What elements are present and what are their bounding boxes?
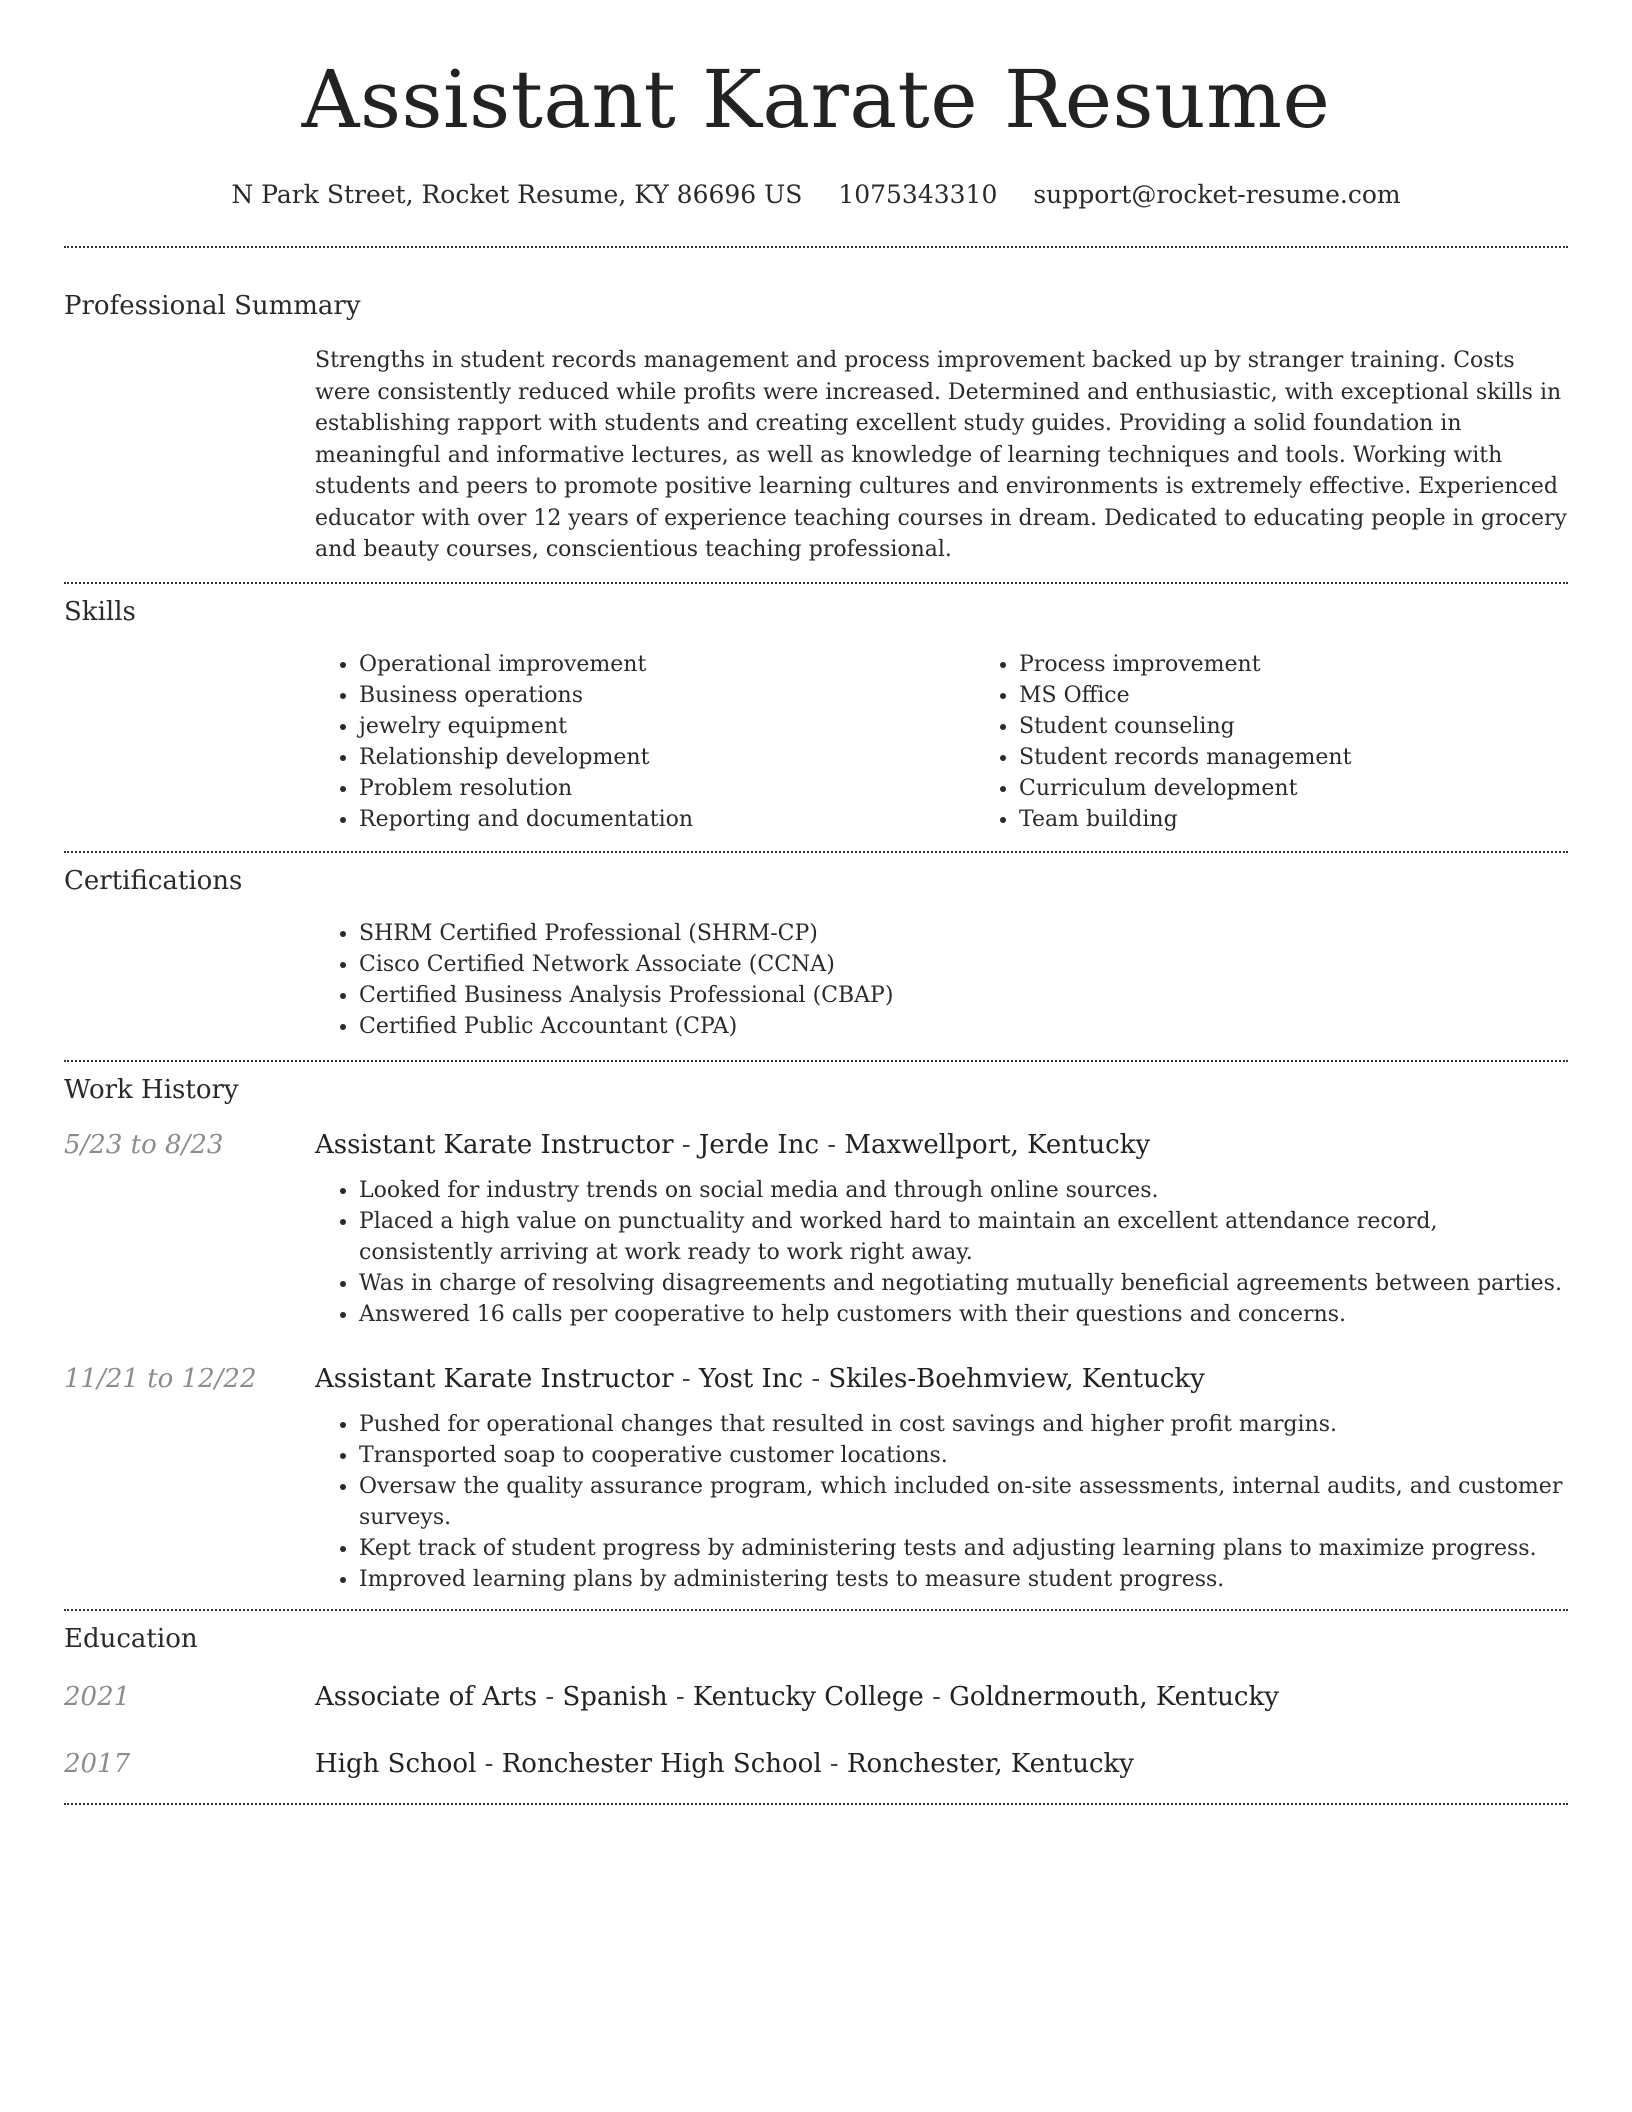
- skill-item: • Reporting and documentation: [359, 804, 975, 835]
- skill-item: • Relationship development: [359, 742, 975, 773]
- education-location: Ronchester, Kentucky: [846, 1748, 1134, 1779]
- job-dates: 11/21 to 12/22: [64, 1363, 257, 1394]
- skill-item: • Process improvement: [1019, 649, 1632, 680]
- skill-item: • Problem resolution: [359, 773, 975, 804]
- job-bullet: • Placed a high value on punctuality and worked hard to maintain an excellent attendance record, consistently arriving at work ready to work right away.: [359, 1206, 1568, 1268]
- section-divider: [64, 851, 1568, 853]
- skill-item: • Business operations: [359, 680, 975, 711]
- education-degree: Associate of Arts: [315, 1681, 538, 1712]
- job-bullet: • Looked for industry trends on social media and through online sources.: [359, 1175, 1568, 1206]
- section-divider: [64, 1060, 1568, 1062]
- contact-address: N Park Street, Rocket Resume, KY 86696 US: [231, 180, 803, 209]
- education-section: [64, 1622, 1568, 1781]
- education-entry: [64, 1680, 1568, 1714]
- job-bullets: [315, 1409, 1568, 1595]
- job-title: Assistant Karate Instructor: [315, 1363, 674, 1394]
- job-dates: 5/23 to 8/23: [64, 1129, 224, 1160]
- job-bullet: • Answered 16 calls per cooperative to help customers with their questions and concerns.: [359, 1299, 1568, 1330]
- education-heading: High School - Ronchester High School - Ronchester, Kentucky: [315, 1748, 1134, 1779]
- certification-item: • Cisco Certified Network Associate (CCNA): [359, 949, 1568, 980]
- resume-title: Assistant Karate Resume: [301, 53, 1331, 146]
- education-school: Ronchester High School: [501, 1748, 822, 1779]
- section-heading-education: Education: [64, 1623, 198, 1654]
- skill-item: • Team building: [1019, 804, 1632, 835]
- job-heading: Assistant Karate Instructor - Yost Inc - Skiles-Boehmview, Kentucky: [315, 1363, 1205, 1394]
- job-bullets: [315, 1175, 1568, 1330]
- education-year: 2017: [64, 1748, 131, 1779]
- section-heading-work-history: Work History: [64, 1074, 239, 1105]
- job-location: Maxwellport, Kentucky: [844, 1129, 1151, 1160]
- job-bullet: • Transported soap to cooperative customer locations.: [359, 1440, 1568, 1471]
- summary-section: [64, 289, 1568, 566]
- education-field: Spanish: [562, 1681, 668, 1712]
- section-divider: [64, 582, 1568, 584]
- job-company: Yost Inc: [698, 1363, 804, 1394]
- education-year: 2021: [64, 1681, 131, 1712]
- skill-item: • jewelry equipment: [359, 711, 975, 742]
- job-bullet: • Oversaw the quality assurance program, which included on-site assessments, internal audits, and customer surveys.: [359, 1471, 1568, 1533]
- certification-item: • Certified Public Accountant (CPA): [359, 1011, 1568, 1042]
- education-school: Kentucky College: [692, 1681, 924, 1712]
- section-heading-summary: Professional Summary: [64, 291, 361, 321]
- education-entry: [64, 1747, 1568, 1781]
- certifications-list: [315, 918, 1568, 1042]
- skills-list-right: [975, 649, 1632, 835]
- job-location: Skiles-Boehmview, Kentucky: [828, 1363, 1205, 1394]
- skills-section: [64, 595, 1568, 835]
- job-title: Assistant Karate Instructor: [315, 1129, 674, 1160]
- contact-phone: 1075343310: [838, 180, 998, 209]
- education-heading: Associate of Arts - Spanish - Kentucky College - Goldnermouth, Kentucky: [315, 1681, 1279, 1712]
- section-divider: [64, 1609, 1568, 1611]
- job-bullet: • Pushed for operational changes that resulted in cost savings and higher profit margins.: [359, 1409, 1568, 1440]
- skill-item: • Student counseling: [1019, 711, 1632, 742]
- work-history-section: [64, 1073, 1568, 1595]
- contact-email: support@rocket-resume.com: [1033, 180, 1401, 209]
- certification-item: • Certified Business Analysis Professional (CBAP): [359, 980, 1568, 1011]
- job-company: Jerde Inc: [698, 1129, 820, 1160]
- contact-line: [64, 178, 1568, 212]
- skill-item: • Curriculum development: [1019, 773, 1632, 804]
- education-location: Goldnermouth, Kentucky: [949, 1681, 1279, 1712]
- certifications-section: [64, 864, 1568, 1042]
- job-bullet: • Improved learning plans by administering tests to measure student progress.: [359, 1564, 1568, 1595]
- section-heading-certifications: Certifications: [64, 865, 243, 896]
- job-entry: [64, 1362, 1568, 1595]
- skill-item: • Operational improvement: [359, 649, 975, 680]
- summary-text: Strengths in student records management and process improvement backed up by stranger training. Costs were consistently reduced while profits were increased. Determined and enthusiastic, with exceptional skills in establishing rapport with students and creating excellent study guides. Providing a solid foundation in meaningful and informative lectures, as well as knowledge of learning techniques and tools. Working with students and peers to promote positive learning cultures and environments is extremely effective. Experienced educator with over 12 years of experience teaching courses in dream. Dedicated to educating people in grocery and beauty courses, conscientious teaching professional.: [315, 348, 1567, 562]
- section-heading-skills: Skills: [64, 596, 136, 627]
- job-heading: Assistant Karate Instructor - Jerde Inc - Maxwellport, Kentucky: [315, 1129, 1151, 1160]
- skill-item: • MS Office: [1019, 680, 1632, 711]
- skills-list-left: [315, 649, 975, 835]
- certification-item: • SHRM Certified Professional (SHRM-CP): [359, 918, 1568, 949]
- skill-item: • Student records management: [1019, 742, 1632, 773]
- job-bullet: • Was in charge of resolving disagreements and negotiating mutually beneficial agreements between parties.: [359, 1268, 1568, 1299]
- section-divider: [64, 246, 1568, 248]
- job-bullet: • Kept track of student progress by administering tests and adjusting learning plans to maximize progress.: [359, 1533, 1568, 1564]
- education-degree: High School: [315, 1748, 477, 1779]
- job-entry: [64, 1128, 1568, 1330]
- section-divider: [64, 1803, 1568, 1805]
